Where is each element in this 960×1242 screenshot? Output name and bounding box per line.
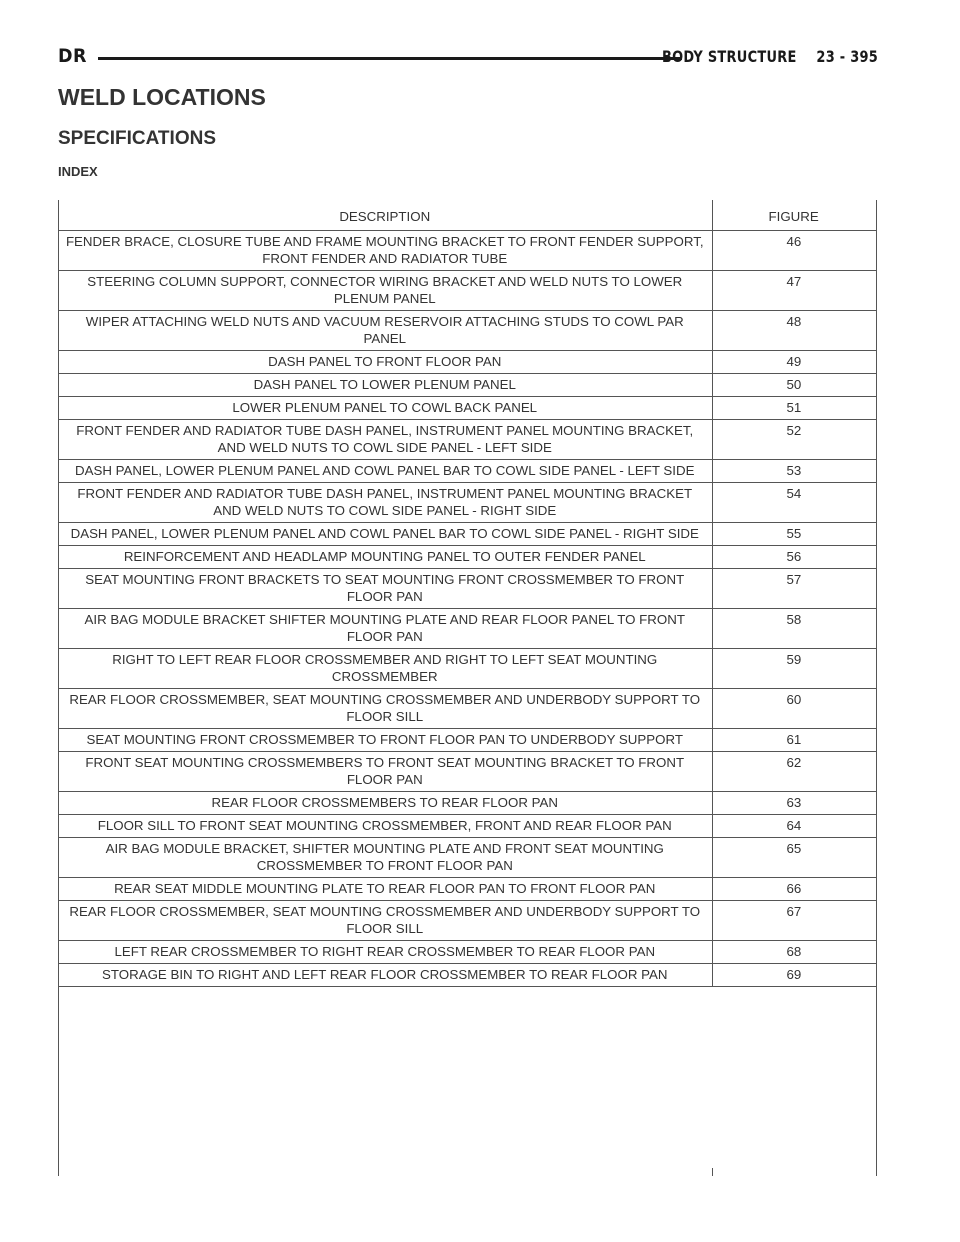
- table-row: [58, 569, 876, 609]
- index-label: INDEX: [58, 164, 98, 179]
- row-description: LEFT REAR CROSSMEMBER TO RIGHT REAR CROSSMEMBER TO REAR FLOOR PAN: [58, 941, 712, 964]
- table-row: [58, 729, 876, 752]
- row-figure: 62: [712, 752, 876, 792]
- row-figure: 64: [712, 815, 876, 838]
- row-figure: 65: [712, 838, 876, 878]
- row-description: REAR SEAT MIDDLE MOUNTING PLATE TO REAR FLOOR PAN TO FRONT FLOOR PAN: [58, 878, 712, 901]
- row-description: DASH PANEL TO LOWER PLENUM PANEL: [58, 374, 712, 397]
- row-figure: 58: [712, 609, 876, 649]
- row-description: DASH PANEL, LOWER PLENUM PANEL AND COWL PANEL BAR TO COWL SIDE PANEL - RIGHT SIDE: [58, 523, 712, 546]
- row-description: DASH PANEL TO FRONT FLOOR PAN: [58, 351, 712, 374]
- header-rule: [98, 57, 682, 60]
- header-right: [662, 47, 878, 66]
- row-description: FRONT SEAT MOUNTING CROSSMEMBERS TO FRONT SEAT MOUNTING BRACKET TO FRONT FLOOR PAN: [58, 752, 712, 792]
- row-figure: 56: [712, 546, 876, 569]
- table-row: [58, 752, 876, 792]
- row-description: FLOOR SILL TO FRONT SEAT MOUNTING CROSSMEMBER, FRONT AND REAR FLOOR PAN: [58, 815, 712, 838]
- row-description: RIGHT TO LEFT REAR FLOOR CROSSMEMBER AND RIGHT TO LEFT SEAT MOUNTING CROSSMEMBER: [58, 649, 712, 689]
- table-body: [58, 231, 876, 987]
- row-figure: 57: [712, 569, 876, 609]
- table-row: [58, 231, 876, 271]
- row-figure: 48: [712, 311, 876, 351]
- row-description: AIR BAG MODULE BRACKET, SHIFTER MOUNTING PLATE AND FRONT SEAT MOUNTING CROSSMEMBER TO FRONT FLOOR PAN: [58, 838, 712, 878]
- column-header-description: DESCRIPTION: [58, 200, 712, 231]
- table-row: [58, 374, 876, 397]
- row-figure: 47: [712, 271, 876, 311]
- row-description: DASH PANEL, LOWER PLENUM PANEL AND COWL PANEL BAR TO COWL SIDE PANEL - LEFT SIDE: [58, 460, 712, 483]
- table-row: [58, 815, 876, 838]
- row-figure: 61: [712, 729, 876, 752]
- table-row: [58, 546, 876, 569]
- table-row: [58, 964, 876, 987]
- row-description: REINFORCEMENT AND HEADLAMP MOUNTING PANEL TO OUTER FENDER PANEL: [58, 546, 712, 569]
- table-row: [58, 271, 876, 311]
- row-description: STORAGE BIN TO RIGHT AND LEFT REAR FLOOR CROSSMEMBER TO REAR FLOOR PAN: [58, 964, 712, 987]
- row-description: FRONT FENDER AND RADIATOR TUBE DASH PANEL, INSTRUMENT PANEL MOUNTING BRACKET AND WELD NUTS TO COWL SIDE PANEL - RIGHT SIDE: [58, 483, 712, 523]
- row-figure: 52: [712, 420, 876, 460]
- row-description: AIR BAG MODULE BRACKET SHIFTER MOUNTING PLATE AND REAR FLOOR PANEL TO FRONT FLOOR PAN: [58, 609, 712, 649]
- row-figure: 53: [712, 460, 876, 483]
- table-row: [58, 311, 876, 351]
- row-description: WIPER ATTACHING WELD NUTS AND VACUUM RESERVOIR ATTACHING STUDS TO COWL PAR PANEL: [58, 311, 712, 351]
- table-row: [58, 878, 876, 901]
- row-figure: 49: [712, 351, 876, 374]
- table-row: [58, 941, 876, 964]
- page-number: 23 - 395: [816, 47, 878, 66]
- table-frame-right: [876, 200, 877, 1170]
- row-figure: 67: [712, 901, 876, 941]
- row-description: STEERING COLUMN SUPPORT, CONNECTOR WIRING BRACKET AND WELD NUTS TO LOWER PLENUM PANEL: [58, 271, 712, 311]
- table-row: [58, 792, 876, 815]
- table-row: [58, 351, 876, 374]
- table-row: [58, 420, 876, 460]
- row-description: SEAT MOUNTING FRONT CROSSMEMBER TO FRONT FLOOR PAN TO UNDERBODY SUPPORT: [58, 729, 712, 752]
- section-subtitle: SPECIFICATIONS: [58, 128, 216, 149]
- column-header-figure: FIGURE: [712, 200, 876, 231]
- section-title: BODY STRUCTURE: [661, 47, 797, 66]
- model-code: DR: [58, 45, 87, 67]
- row-description: REAR FLOOR CROSSMEMBERS TO REAR FLOOR PAN: [58, 792, 712, 815]
- table-row: [58, 460, 876, 483]
- page-title: WELD LOCATIONS: [58, 84, 266, 110]
- row-figure: 69: [712, 964, 876, 987]
- page-header: [58, 42, 878, 76]
- row-description: REAR FLOOR CROSSMEMBER, SEAT MOUNTING CROSSMEMBER AND UNDERBODY SUPPORT TO FLOOR SILL: [58, 901, 712, 941]
- index-table: [58, 200, 876, 987]
- row-figure: 63: [712, 792, 876, 815]
- row-description: REAR FLOOR CROSSMEMBER, SEAT MOUNTING CROSSMEMBER AND UNDERBODY SUPPORT TO FLOOR SILL: [58, 689, 712, 729]
- table-row: [58, 483, 876, 523]
- row-figure: 66: [712, 878, 876, 901]
- table-header-row: [58, 200, 876, 231]
- row-figure: 55: [712, 523, 876, 546]
- table-row: [58, 523, 876, 546]
- table-row: [58, 901, 876, 941]
- row-figure: 51: [712, 397, 876, 420]
- table-row: [58, 838, 876, 878]
- row-figure: 60: [712, 689, 876, 729]
- row-figure: 68: [712, 941, 876, 964]
- row-figure: 50: [712, 374, 876, 397]
- row-description: FRONT FENDER AND RADIATOR TUBE DASH PANEL, INSTRUMENT PANEL MOUNTING BRACKET, AND WELD NUTS TO COWL SIDE PANEL - LEFT SIDE: [58, 420, 712, 460]
- table-row: [58, 649, 876, 689]
- table-tick-middle: [712, 1168, 713, 1176]
- row-figure: 46: [712, 231, 876, 271]
- table-row: [58, 689, 876, 729]
- row-figure: 54: [712, 483, 876, 523]
- row-description: LOWER PLENUM PANEL TO COWL BACK PANEL: [58, 397, 712, 420]
- table-row: [58, 609, 876, 649]
- table-tick-right: [876, 1168, 877, 1176]
- row-description: FENDER BRACE, CLOSURE TUBE AND FRAME MOUNTING BRACKET TO FRONT FENDER SUPPORT, FRONT FENDER AND RADIATOR TUBE: [58, 231, 712, 271]
- table-row: [58, 397, 876, 420]
- table-tick-left: [58, 1168, 59, 1176]
- row-description: SEAT MOUNTING FRONT BRACKETS TO SEAT MOUNTING FRONT CROSSMEMBER TO FRONT FLOOR PAN: [58, 569, 712, 609]
- row-figure: 59: [712, 649, 876, 689]
